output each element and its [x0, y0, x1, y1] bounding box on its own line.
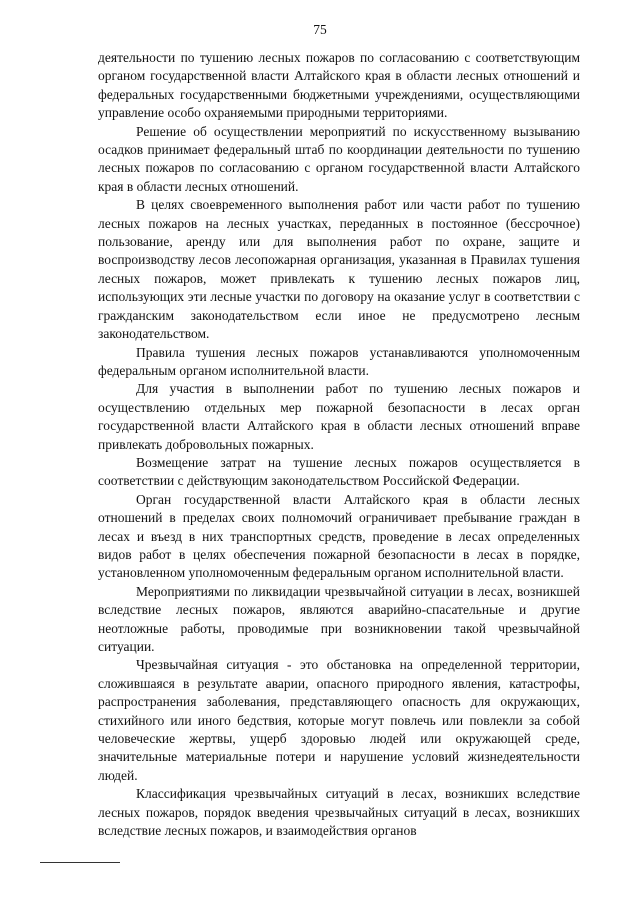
paragraph-firefighting-rules: Правила тушения лесных пожаров устанавливаются уполномоченным федеральным органом исполнительной власти.: [98, 344, 580, 378]
paragraph-engaging-forest-users: В целях своевременного выполнения работ или части работ по тушению лесных пожаров на лесных участках, переданных в постоянное (бессрочное) пользование, аренду или для выполнения работ по охране, защите и воспроизводству лесов лесопожарная организация, указанная в Правилах тушения лесных пожаров, может привлекать к тушению лесных пожаров лиц, использующих эти лесные участки по договору на оказание услуг в соответствии с гражданским законодательством если иное не предусмотрено лесным законодательством.: [98, 197, 580, 342]
footnote-separator: [40, 862, 120, 863]
paragraph-artificial-precipitation: Решение об осуществлении мероприятий по искусственному вызыванию осадков принимает федеральный штаб по координации деятельности по тушению лесных пожаров по согласованию с органом государственной власти Алтайского края в области лесных отношений.: [98, 123, 580, 194]
body-text: [98, 49, 580, 840]
paragraph-continued-firefighting-coordination: деятельности по тушению лесных пожаров по согласованию с соответствующим органом государственной власти Алтайского края в области лесных отношений и федеральных государственными бюджетными учреждениями, осуществляющими управление особо охраняемыми природными территориями.: [98, 50, 580, 121]
paragraph-access-restrictions: Орган государственной власти Алтайского края в области лесных отношений в пределах своих полномочий ограничивает пребывание граждан в лесах и въезд в них транспортных средств, проведение в лесах определенных видов работ в целях обеспечения пожарной безопасности в лесах в порядке, установленном уполномоченным федеральным органом исполнительной власти.: [98, 491, 580, 581]
paragraph-cost-reimbursement: Возмещение затрат на тушение лесных пожаров осуществляется в соответствии с действующим законодательством Российской Федерации.: [98, 454, 580, 489]
paragraph-emergency-response-measures: Мероприятиями по ликвидации чрезвычайной ситуации в лесах, возникшей вследствие лесных пожаров, являются аварийно-спасательные и другие неотложные работы, проводимые при возникновении такой чрезвычайной ситуации.: [98, 583, 580, 654]
paragraph-volunteer-firefighters: Для участия в выполнении работ по тушению лесных пожаров и осуществлению отдельных мер пожарной безопасности в лесах орган государственной власти Алтайского края в области лесных отношений вправе привлекать добровольных пожарных.: [98, 381, 580, 452]
page-number: 75: [313, 22, 327, 37]
paragraph-emergency-definition: Чрезвычайная ситуация - это обстановка на определенной территории, сложившаяся в результате аварии, опасного природного явления, катастрофы, распространения заболевания, представляющего опасность для окружающих, стихийного или иного бедствия, которые могут повлечь или повлекли за собой человеческие жертвы, ущерб здоровью людей или окружающей среде, значительные материальные потери и нарушение условий жизнедеятельности людей.: [98, 657, 580, 783]
paragraph-emergency-classification: Классификация чрезвычайных ситуаций в лесах, возникших вследствие лесных пожаров, порядок введения чрезвычайных ситуаций в лесах, возникших вследствие лесных пожаров, и взаимодействия органов: [98, 786, 580, 839]
